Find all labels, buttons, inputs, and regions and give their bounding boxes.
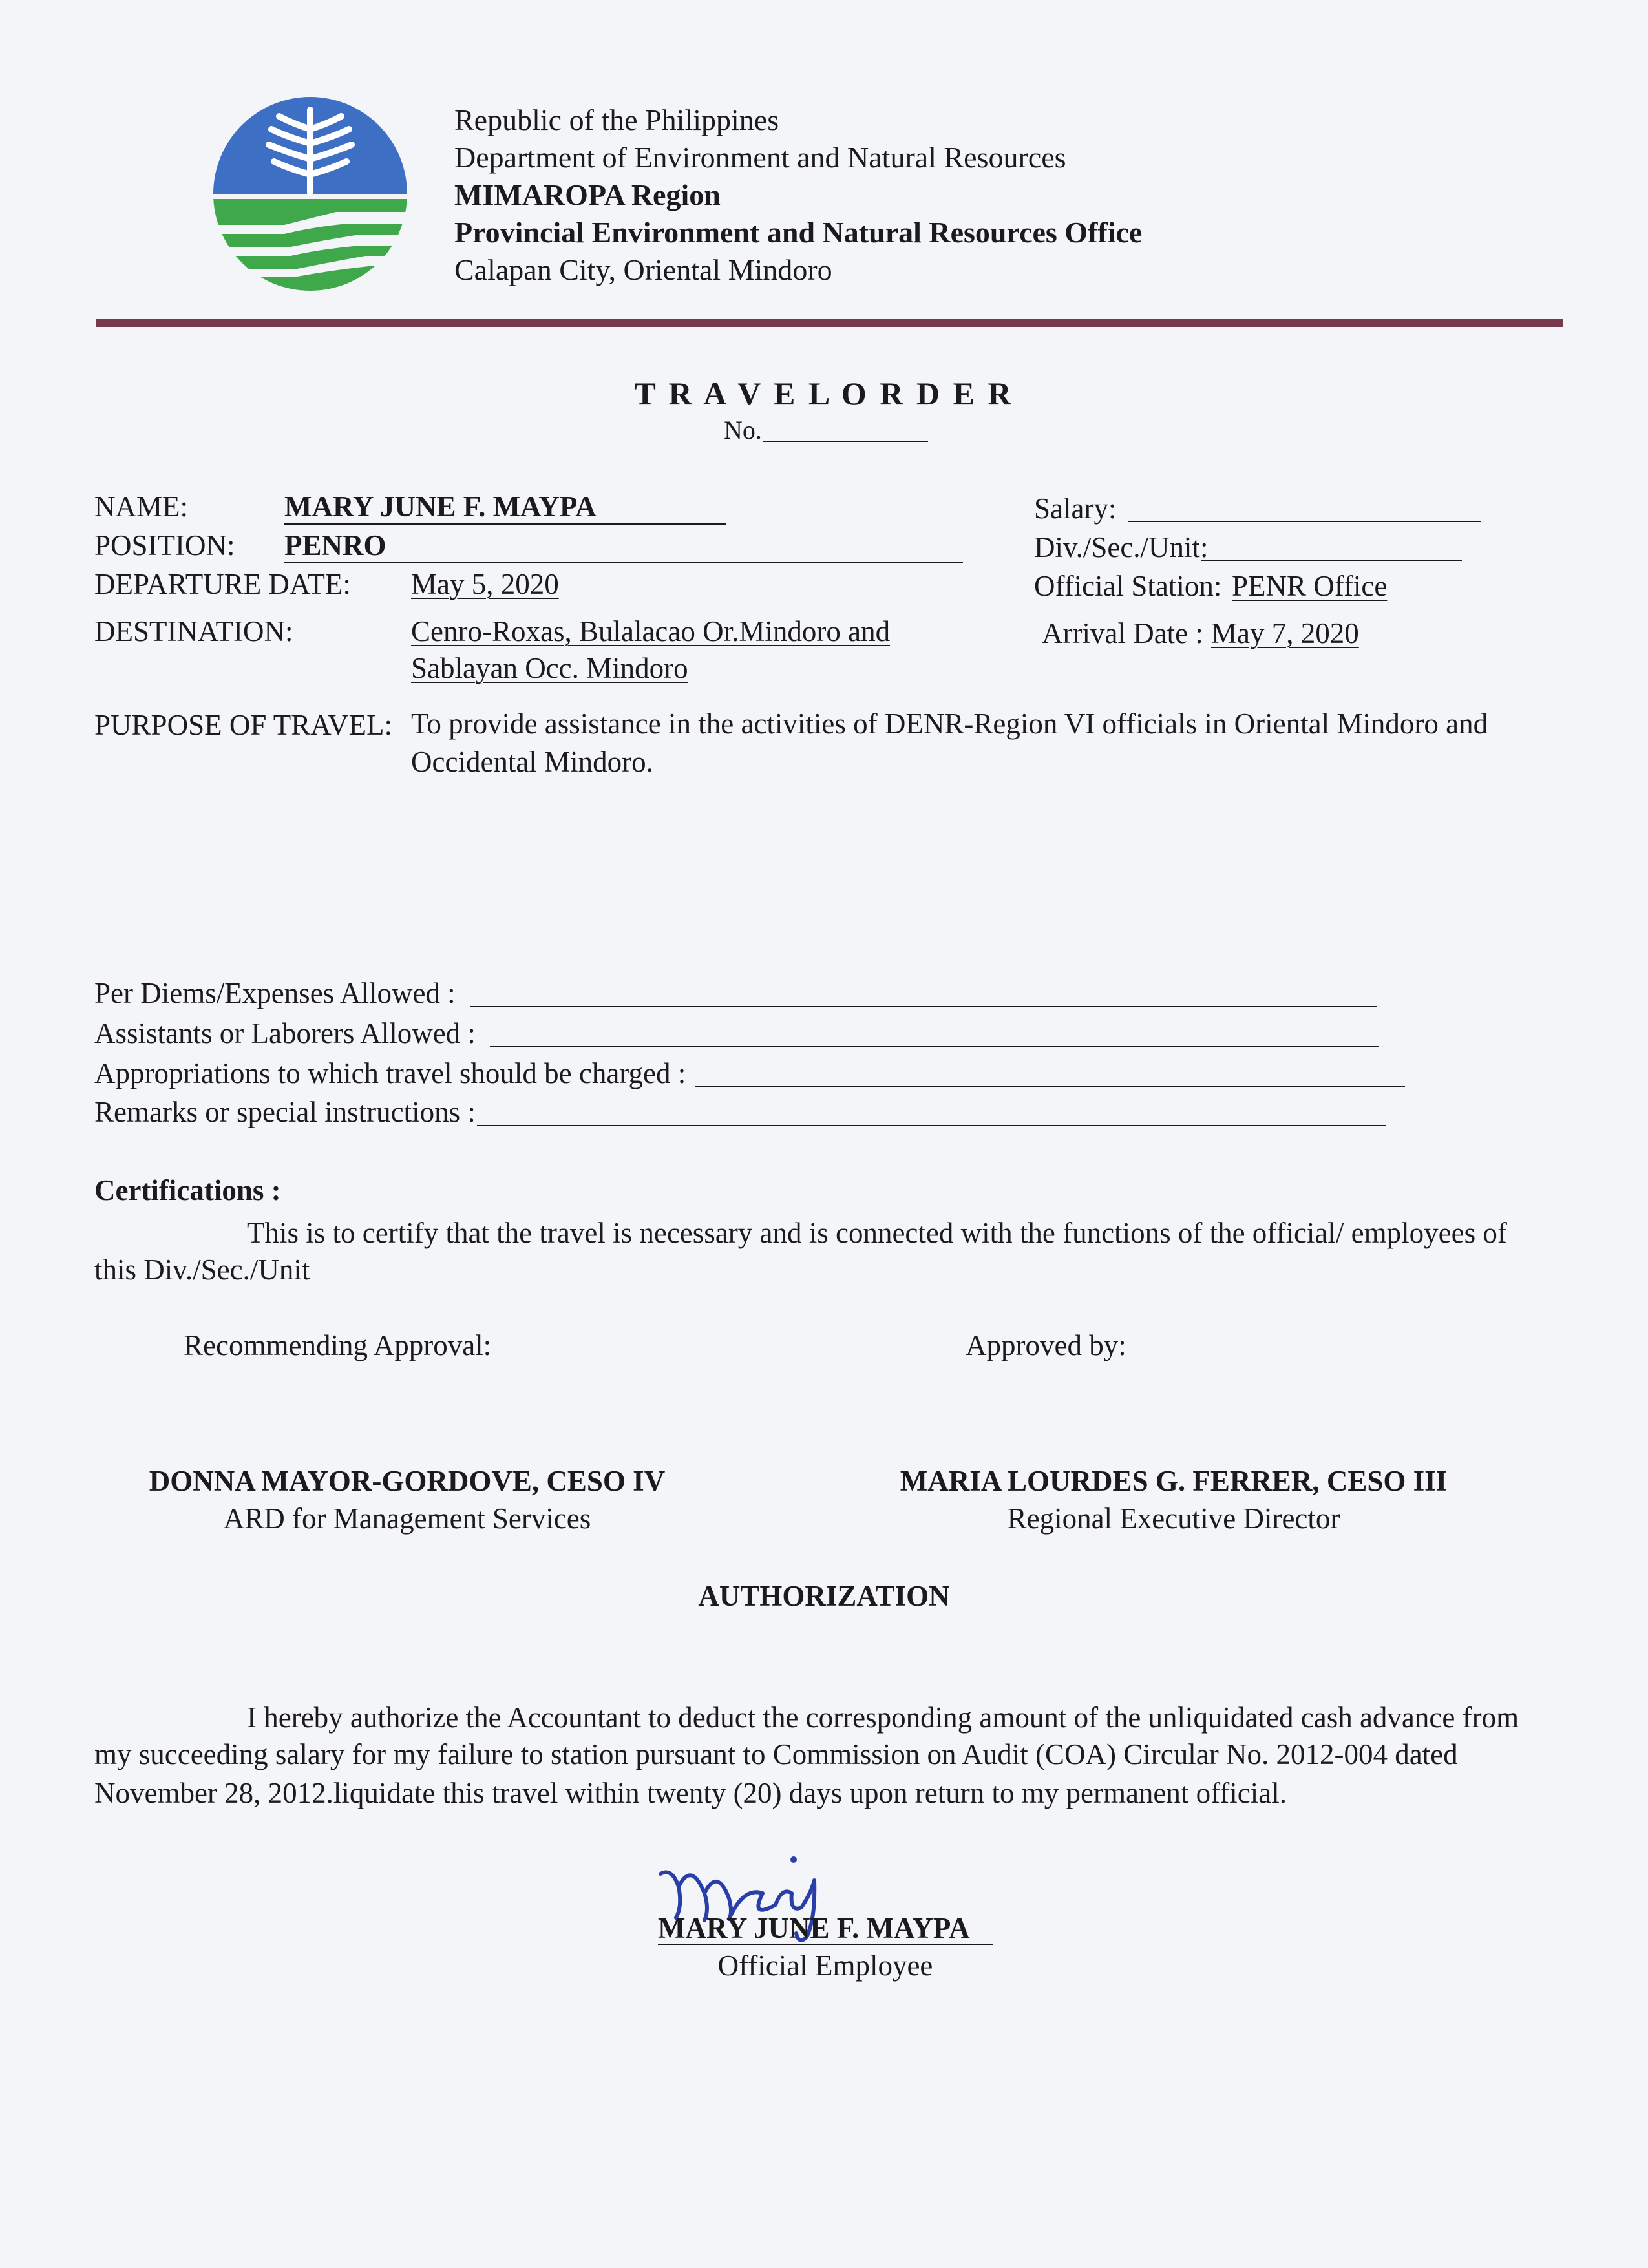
assistants-label: Assistants or Laborers Allowed : <box>94 1017 476 1049</box>
arrival-date-value: May 7, 2020 <box>1211 617 1359 649</box>
certifications-line1: This is to certify that the travel is necessary and is connected with the functions of the official/ employees of <box>247 1217 1507 1249</box>
authorization-heading: AUTHORIZATION <box>698 1580 950 1612</box>
authorization-line1: I hereby authorize the Accountant to deduct the corresponding amount of the unliquidated cash advance from <box>247 1701 1519 1734</box>
salary-line <box>1128 521 1481 522</box>
name-label: NAME: <box>94 490 188 523</box>
div-sec-unit-line <box>1201 560 1462 561</box>
header-office: Provincial Environment and Natural Resources Office <box>454 216 1143 249</box>
appropriations-label: Appropriations to which travel should be charged : <box>94 1057 686 1089</box>
purpose-label: PURPOSE OF TRAVEL: <box>94 709 392 741</box>
destination-label: DESTINATION: <box>94 615 293 647</box>
salary-label: Salary: <box>1034 492 1117 525</box>
document-title: T R A V E L O R D E R <box>634 375 1014 412</box>
recommender-name: DONNA MAYOR-GORDOVE, CESO IV <box>149 1465 666 1497</box>
name-line <box>284 523 726 525</box>
header-region: MIMAROPA Region <box>454 178 721 211</box>
recommending-approval-label: Recommending Approval: <box>184 1329 492 1361</box>
remarks-label: Remarks or special instructions : <box>94 1096 476 1128</box>
header-republic: Republic of the Philippines <box>454 103 779 136</box>
purpose-line2: Occidental Mindoro. <box>411 746 653 778</box>
denr-logo <box>207 97 414 291</box>
destination-value-line1: Cenro-Roxas, Bulalacao Or.Mindoro and <box>411 615 891 647</box>
departure-label: DEPARTURE DATE: <box>94 568 351 600</box>
header-divider <box>96 319 1563 327</box>
position-label: POSITION: <box>94 529 235 562</box>
header-department: Department of Environment and Natural Resources <box>454 141 1066 174</box>
employee-name-underline <box>658 1944 993 1945</box>
arrival-date-label: Arrival Date : <box>1042 617 1203 649</box>
employee-name: MARY JUNE F. MAYPA <box>658 1912 970 1944</box>
name-value: MARY JUNE F. MAYPA <box>284 490 597 523</box>
per-diems-line <box>470 1006 1377 1007</box>
official-station-value: PENR Office <box>1232 570 1388 602</box>
position-line <box>284 562 963 563</box>
per-diems-label: Per Diems/Expenses Allowed : <box>94 977 456 1009</box>
departure-value: May 5, 2020 <box>411 568 559 600</box>
authorization-line3: November 28, 2012.liquidate this travel within twenty (20) days upon return to my permanent official. <box>94 1777 1287 1809</box>
approver-title: Regional Executive Director <box>1007 1502 1340 1535</box>
destination-value-line2: Sablayan Occ. Mindoro <box>411 652 688 684</box>
remarks-line <box>477 1125 1386 1126</box>
approver-name: MARIA LOURDES G. FERRER, CESO III <box>900 1465 1448 1497</box>
certifications-line2: this Div./Sec./Unit <box>94 1254 310 1286</box>
order-number-label: No. <box>724 415 762 445</box>
employee-title: Official Employee <box>717 1949 933 1982</box>
authorization-line2: my succeeding salary for my failure to station pursuant to Commission on Audit (COA) Circular No. 2012-004 dated <box>94 1738 1458 1770</box>
appropriations-line <box>695 1086 1405 1087</box>
certifications-heading: Certifications : <box>94 1174 281 1206</box>
div-sec-unit-label: Div./Sec./Unit: <box>1034 531 1209 563</box>
approved-by-label: Approved by: <box>966 1329 1126 1361</box>
official-station-label: Official Station: <box>1034 570 1222 602</box>
position-value: PENRO <box>284 529 386 562</box>
recommender-title: ARD for Management Services <box>223 1502 591 1535</box>
purpose-line1: To provide assistance in the activities of DENR-Region VI officials in Oriental Mindoro and <box>411 708 1488 740</box>
header-address: Calapan City, Oriental Mindoro <box>454 253 832 286</box>
assistants-line <box>490 1046 1379 1047</box>
order-number-line <box>763 441 928 442</box>
